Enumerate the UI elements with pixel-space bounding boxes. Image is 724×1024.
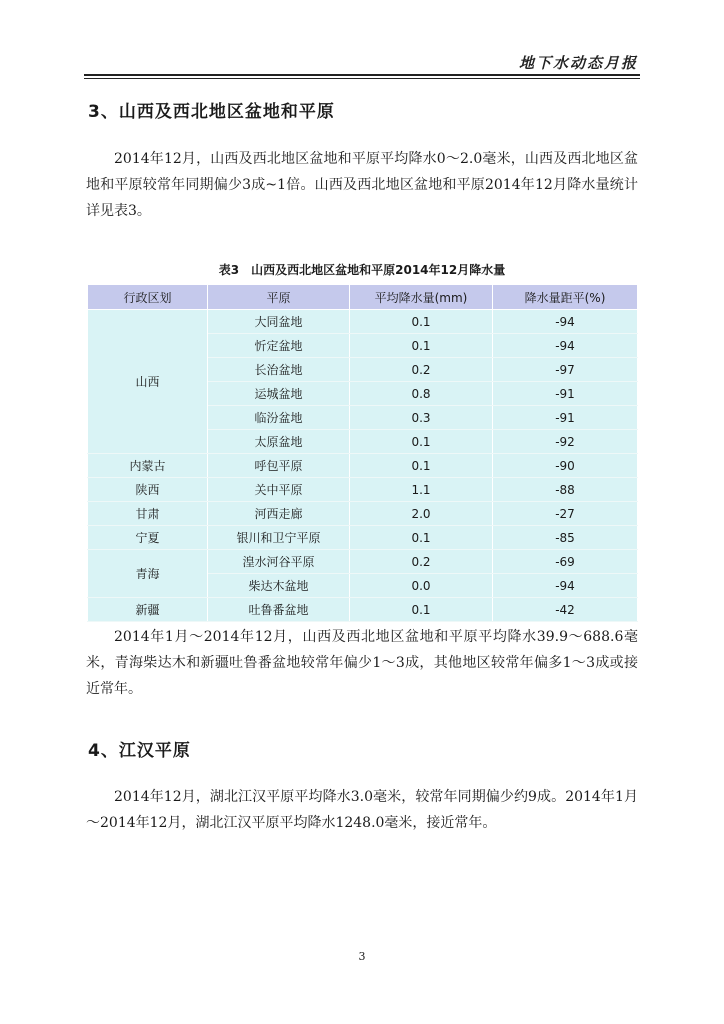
section-4-paragraph: 2014年12月，湖北江汉平原平均降水3.0毫米，较常年同期偏少约9成。2014年1月～2014年12月，湖北江汉平原平均降水1248.0毫米，接近常年。: [86, 789, 638, 831]
plain-cell: 忻定盆地: [208, 334, 350, 358]
table-caption: 表3 山西及西北地区盆地和平原2014年12月降水量: [218, 263, 506, 277]
plain-cell: 银川和卫宁平原: [208, 526, 350, 550]
precip-cell: 0.1: [350, 454, 493, 478]
header-rule-thin: [84, 78, 640, 79]
region-cell: 陕西: [88, 478, 208, 502]
section-3-paragraph-1: 2014年12月，山西及西北地区盆地和平原平均降水0～2.0毫米，山西及西北地区盆地和平原较常年同期偏少3成~1倍。山西及西北地区盆地和平原2014年12月降水量统计详见表3。: [86, 151, 638, 219]
anomaly-cell: -94: [493, 334, 638, 358]
region-cell: 青海: [88, 550, 208, 598]
precip-cell: 0.2: [350, 358, 493, 382]
plain-cell: 长治盆地: [208, 358, 350, 382]
header-rule: [84, 74, 640, 76]
table-row: [88, 478, 638, 502]
anomaly-cell: -69: [493, 550, 638, 574]
plain-cell: 太原盆地: [208, 430, 350, 454]
anomaly-cell: -27: [493, 502, 638, 526]
precip-cell: 0.2: [350, 550, 493, 574]
section-3-title: 3、山西及西北地区盆地和平原: [88, 102, 335, 122]
precip-cell: 0.1: [350, 526, 493, 550]
region-cell: 甘肃: [88, 502, 208, 526]
table-row: [88, 526, 638, 550]
header-region: 行政区划: [88, 285, 208, 310]
plain-cell: 湟水河谷平原: [208, 550, 350, 574]
plain-cell: 运城盆地: [208, 382, 350, 406]
anomaly-cell: -94: [493, 310, 638, 334]
header-precipitation: 平均降水量(mm): [350, 285, 493, 310]
anomaly-cell: -88: [493, 478, 638, 502]
precip-cell: 0.8: [350, 382, 493, 406]
plain-cell: 关中平原: [208, 478, 350, 502]
plain-cell: 呼包平原: [208, 454, 350, 478]
header-anomaly: 降水量距平(%): [493, 285, 638, 310]
precip-cell: 0.1: [350, 598, 493, 622]
table-row: [88, 502, 638, 526]
anomaly-cell: -92: [493, 430, 638, 454]
region-cell: 宁夏: [88, 526, 208, 550]
plain-cell: 大同盆地: [208, 310, 350, 334]
precip-cell: 0.1: [350, 310, 493, 334]
precip-cell: 0.3: [350, 406, 493, 430]
table-row: [88, 310, 638, 334]
anomaly-cell: -97: [493, 358, 638, 382]
page-number: 3: [358, 950, 366, 963]
precipitation-table: [87, 284, 638, 622]
anomaly-cell: -42: [493, 598, 638, 622]
anomaly-cell: -91: [493, 382, 638, 406]
plain-cell: 河西走廊: [208, 502, 350, 526]
plain-cell: 柴达木盆地: [208, 574, 350, 598]
anomaly-cell: -94: [493, 574, 638, 598]
region-cell: 内蒙古: [88, 454, 208, 478]
precip-cell: 1.1: [350, 478, 493, 502]
anomaly-cell: -85: [493, 526, 638, 550]
header-plain: 平原: [208, 285, 350, 310]
plain-cell: 临汾盆地: [208, 406, 350, 430]
region-cell: 山西: [88, 310, 208, 454]
table-row: [88, 598, 638, 622]
table-header-row: [88, 285, 638, 310]
precip-cell: 0.1: [350, 430, 493, 454]
anomaly-cell: -90: [493, 454, 638, 478]
report-header-title: 地下水动态月报: [518, 54, 638, 72]
precip-cell: 0.0: [350, 574, 493, 598]
precip-cell: 0.1: [350, 334, 493, 358]
section-4-title: 4、江汉平原: [88, 741, 191, 761]
section-3-paragraph-2: 2014年1月～2014年12月，山西及西北地区盆地和平原平均降水39.9～688.6毫米，青海柴达木和新疆吐鲁番盆地较常年偏少1～3成，其他地区较常年偏多1～3成或接近常年。: [86, 629, 638, 697]
plain-cell: 吐鲁番盆地: [208, 598, 350, 622]
table-row: [88, 550, 638, 574]
table-row: [88, 454, 638, 478]
precip-cell: 2.0: [350, 502, 493, 526]
anomaly-cell: -91: [493, 406, 638, 430]
region-cell: 新疆: [88, 598, 208, 622]
